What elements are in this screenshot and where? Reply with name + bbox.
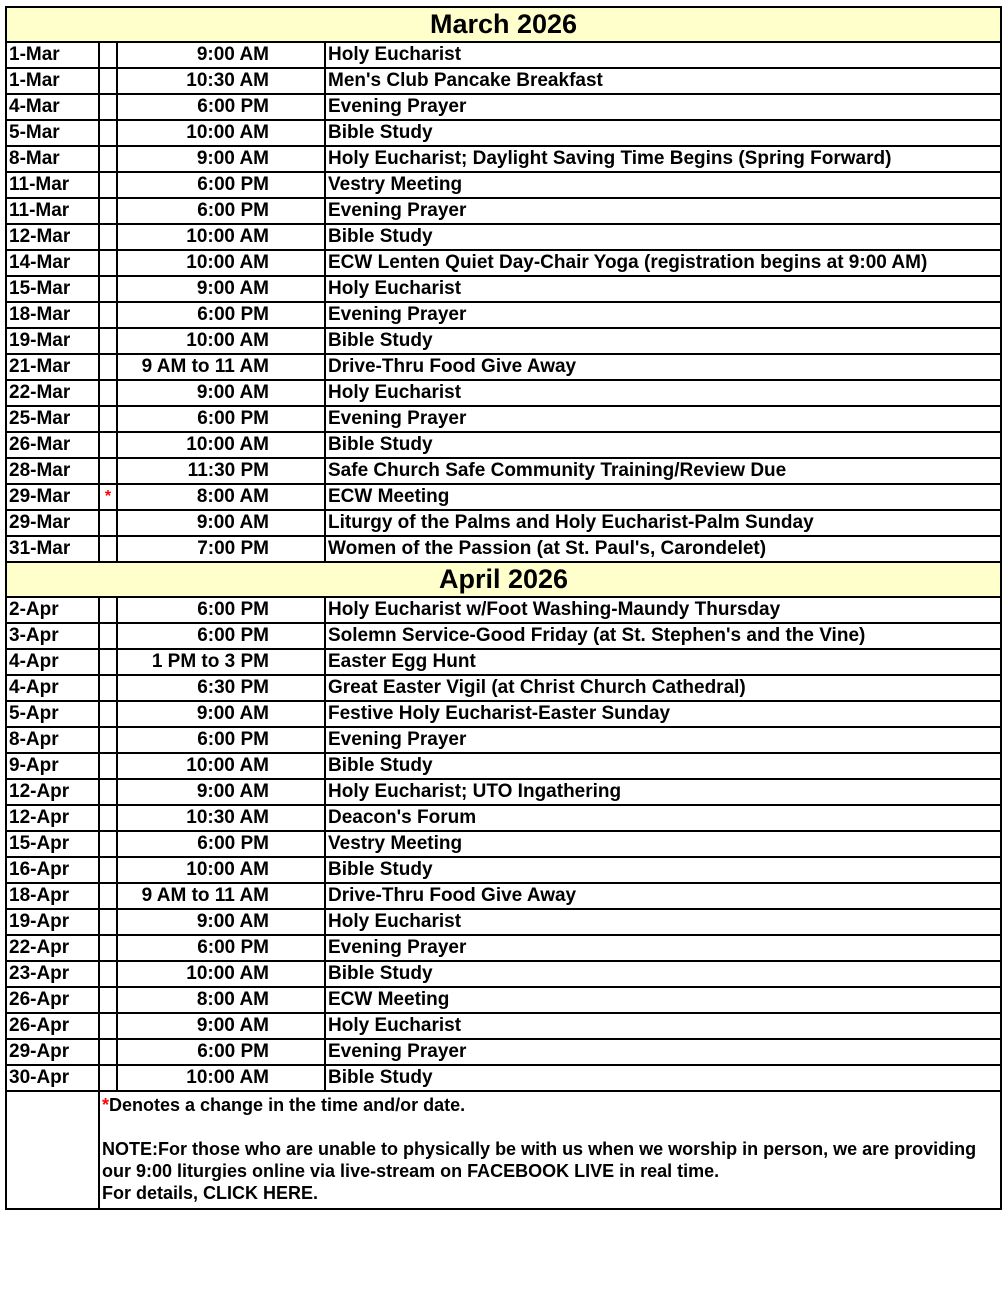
event-title: Evening Prayer — [325, 935, 1001, 961]
change-flag — [99, 805, 117, 831]
event-row — [6, 909, 1001, 935]
change-flag — [99, 675, 117, 701]
change-flag — [99, 510, 117, 536]
event-time: 9:00 AM — [117, 380, 325, 406]
event-row — [6, 406, 1001, 432]
change-flag — [99, 380, 117, 406]
calendar-table — [5, 6, 1002, 1210]
event-date: 4-Apr — [6, 649, 99, 675]
change-flag — [99, 94, 117, 120]
event-date: 26-Apr — [6, 987, 99, 1013]
event-title: Holy Eucharist — [325, 380, 1001, 406]
event-title: Bible Study — [325, 961, 1001, 987]
change-flag — [99, 536, 117, 562]
event-title: Vestry Meeting — [325, 172, 1001, 198]
change-flag — [99, 623, 117, 649]
change-flag — [99, 68, 117, 94]
event-row — [6, 831, 1001, 857]
event-time: 9:00 AM — [117, 276, 325, 302]
event-title: Drive-Thru Food Give Away — [325, 883, 1001, 909]
event-time: 10:00 AM — [117, 1065, 325, 1091]
event-date: 8-Apr — [6, 727, 99, 753]
link-prefix: For details, — [102, 1183, 199, 1203]
event-row — [6, 94, 1001, 120]
event-row — [6, 805, 1001, 831]
event-time: 6:00 PM — [117, 302, 325, 328]
event-row — [6, 961, 1001, 987]
event-time: 6:00 PM — [117, 831, 325, 857]
event-time: 9:00 AM — [117, 701, 325, 727]
month-title: March 2026 — [6, 7, 1001, 42]
event-time: 10:30 AM — [117, 68, 325, 94]
change-flag — [99, 120, 117, 146]
event-title: Holy Eucharist w/Foot Washing-Maundy Thursday — [325, 597, 1001, 623]
event-time: 6:00 PM — [117, 198, 325, 224]
event-title: Holy Eucharist — [325, 42, 1001, 68]
event-time: 8:00 AM — [117, 484, 325, 510]
event-title: Bible Study — [325, 328, 1001, 354]
event-time: 11:30 PM — [117, 458, 325, 484]
event-time: 6:00 PM — [117, 94, 325, 120]
event-date: 11-Mar — [6, 198, 99, 224]
asterisk-mark: * — [102, 1095, 110, 1115]
event-title: ECW Meeting — [325, 987, 1001, 1013]
event-time: 10:00 AM — [117, 328, 325, 354]
event-time: 8:00 AM — [117, 987, 325, 1013]
event-date: 21-Mar — [6, 354, 99, 380]
event-date: 4-Apr — [6, 675, 99, 701]
event-row — [6, 328, 1001, 354]
event-date: 29-Apr — [6, 1039, 99, 1065]
event-time: 10:00 AM — [117, 857, 325, 883]
event-date: 8-Mar — [6, 146, 99, 172]
change-flag — [99, 172, 117, 198]
event-title: Liturgy of the Palms and Holy Eucharist-Palm Sunday — [325, 510, 1001, 536]
event-title: Bible Study — [325, 120, 1001, 146]
change-flag — [99, 935, 117, 961]
event-time: 9:00 AM — [117, 779, 325, 805]
event-row — [6, 779, 1001, 805]
change-flag — [99, 909, 117, 935]
event-time: 7:00 PM — [117, 536, 325, 562]
event-title: Safe Church Safe Community Training/Review Due — [325, 458, 1001, 484]
change-flag — [99, 857, 117, 883]
event-time: 9 AM to 11 AM — [117, 354, 325, 380]
event-row — [6, 458, 1001, 484]
event-date: 31-Mar — [6, 536, 99, 562]
event-date: 25-Mar — [6, 406, 99, 432]
event-date: 19-Mar — [6, 328, 99, 354]
event-date: 11-Mar — [6, 172, 99, 198]
event-time: 9:00 AM — [117, 510, 325, 536]
event-title: Bible Study — [325, 1065, 1001, 1091]
event-title: Solemn Service-Good Friday (at St. Stephen's and the Vine) — [325, 623, 1001, 649]
event-date: 5-Apr — [6, 701, 99, 727]
event-time: 6:00 PM — [117, 727, 325, 753]
event-date: 1-Mar — [6, 68, 99, 94]
calendar-body — [6, 7, 1001, 1091]
change-flag — [99, 1039, 117, 1065]
event-date: 14-Mar — [6, 250, 99, 276]
change-flag — [99, 406, 117, 432]
event-title: Deacon's Forum — [325, 805, 1001, 831]
event-title: Vestry Meeting — [325, 831, 1001, 857]
event-row — [6, 1039, 1001, 1065]
event-title: Evening Prayer — [325, 1039, 1001, 1065]
event-time: 9:00 AM — [117, 1013, 325, 1039]
event-time: 6:00 PM — [117, 406, 325, 432]
event-row — [6, 354, 1001, 380]
change-flag — [99, 727, 117, 753]
event-row — [6, 597, 1001, 623]
event-date: 22-Mar — [6, 380, 99, 406]
event-time: 9:00 AM — [117, 42, 325, 68]
event-row — [6, 198, 1001, 224]
event-row — [6, 68, 1001, 94]
change-flag — [99, 649, 117, 675]
event-date: 15-Apr — [6, 831, 99, 857]
event-date: 3-Apr — [6, 623, 99, 649]
event-title: Women of the Passion (at St. Paul's, Carondelet) — [325, 536, 1001, 562]
event-row — [6, 701, 1001, 727]
event-row — [6, 250, 1001, 276]
event-date: 15-Mar — [6, 276, 99, 302]
event-time: 10:00 AM — [117, 961, 325, 987]
event-time: 6:00 PM — [117, 1039, 325, 1065]
event-time: 9 AM to 11 AM — [117, 883, 325, 909]
event-time: 9:00 AM — [117, 146, 325, 172]
change-flag — [99, 458, 117, 484]
event-date: 30-Apr — [6, 1065, 99, 1091]
event-title: Bible Study — [325, 857, 1001, 883]
change-flag — [99, 831, 117, 857]
legend-text: Denotes a change in the time and/or date. — [109, 1095, 466, 1115]
month-title: April 2026 — [6, 562, 1001, 597]
change-flag — [99, 276, 117, 302]
event-row — [6, 276, 1001, 302]
event-date: 26-Mar — [6, 432, 99, 458]
event-time: 6:00 PM — [117, 935, 325, 961]
event-row — [6, 302, 1001, 328]
change-flag — [99, 597, 117, 623]
event-row — [6, 1065, 1001, 1091]
event-row — [6, 649, 1001, 675]
change-flag — [99, 1013, 117, 1039]
change-flag — [99, 354, 117, 380]
event-time: 10:00 AM — [117, 753, 325, 779]
event-title: Evening Prayer — [325, 94, 1001, 120]
event-row — [6, 883, 1001, 909]
change-flag — [99, 42, 117, 68]
change-flag — [99, 250, 117, 276]
event-date: 19-Apr — [6, 909, 99, 935]
calendar-sheet — [5, 6, 1000, 1210]
event-date: 12-Apr — [6, 779, 99, 805]
event-date: 29-Mar — [6, 484, 99, 510]
event-title: Holy Eucharist; Daylight Saving Time Begins (Spring Forward) — [325, 146, 1001, 172]
footer-blank-cell — [6, 1091, 99, 1209]
event-row — [6, 120, 1001, 146]
event-date: 22-Apr — [6, 935, 99, 961]
event-time: 6:30 PM — [117, 675, 325, 701]
event-time: 6:00 PM — [117, 597, 325, 623]
event-date: 26-Apr — [6, 1013, 99, 1039]
change-flag — [99, 1065, 117, 1091]
event-title: Drive-Thru Food Give Away — [325, 354, 1001, 380]
change-flag — [99, 961, 117, 987]
event-row — [6, 857, 1001, 883]
event-date: 28-Mar — [6, 458, 99, 484]
event-date: 16-Apr — [6, 857, 99, 883]
event-row — [6, 380, 1001, 406]
event-date: 4-Mar — [6, 94, 99, 120]
event-row — [6, 484, 1001, 510]
change-flag — [99, 328, 117, 354]
event-row — [6, 510, 1001, 536]
event-row — [6, 675, 1001, 701]
change-flag — [99, 302, 117, 328]
event-date: 29-Mar — [6, 510, 99, 536]
event-time: 10:00 AM — [117, 224, 325, 250]
change-flag — [99, 198, 117, 224]
event-time: 6:00 PM — [117, 172, 325, 198]
event-title: Bible Study — [325, 224, 1001, 250]
note-text: NOTE:For those who are unable to physically be with us when we worship in person, we are providing our 9:00 liturgies online via live-stream on FACEBOOK LIVE in real time. — [102, 1139, 977, 1181]
event-date: 5-Mar — [6, 120, 99, 146]
event-date: 12-Apr — [6, 805, 99, 831]
event-title: ECW Lenten Quiet Day-Chair Yoga (registration begins at 9:00 AM) — [325, 250, 1001, 276]
event-date: 18-Apr — [6, 883, 99, 909]
event-time: 10:00 AM — [117, 250, 325, 276]
event-title: Bible Study — [325, 753, 1001, 779]
event-title: Holy Eucharist — [325, 909, 1001, 935]
event-time: 10:00 AM — [117, 120, 325, 146]
event-title: Evening Prayer — [325, 406, 1001, 432]
month-header-row — [6, 562, 1001, 597]
event-time: 6:00 PM — [117, 623, 325, 649]
event-row — [6, 536, 1001, 562]
event-date: 1-Mar — [6, 42, 99, 68]
event-row — [6, 146, 1001, 172]
change-flag — [99, 701, 117, 727]
change-flag — [99, 753, 117, 779]
event-title: ECW Meeting — [325, 484, 1001, 510]
event-date: 18-Mar — [6, 302, 99, 328]
event-title: Great Easter Vigil (at Christ Church Cathedral) — [325, 675, 1001, 701]
event-title: Evening Prayer — [325, 198, 1001, 224]
event-row — [6, 1013, 1001, 1039]
calendar-footer — [6, 1091, 1001, 1209]
event-title: Festive Holy Eucharist-Easter Sunday — [325, 701, 1001, 727]
event-date: 12-Mar — [6, 224, 99, 250]
event-title: Easter Egg Hunt — [325, 649, 1001, 675]
change-flag: * — [99, 484, 117, 510]
event-time: 1 PM to 3 PM — [117, 649, 325, 675]
change-flag — [99, 779, 117, 805]
event-row — [6, 935, 1001, 961]
event-title: Holy Eucharist — [325, 1013, 1001, 1039]
change-legend — [102, 1094, 990, 1116]
event-title: Holy Eucharist — [325, 276, 1001, 302]
event-time: 10:30 AM — [117, 805, 325, 831]
event-row — [6, 727, 1001, 753]
event-row — [6, 432, 1001, 458]
change-flag — [99, 224, 117, 250]
event-row — [6, 753, 1001, 779]
footer-note-cell — [99, 1091, 1001, 1209]
livestream-note — [102, 1138, 990, 1204]
event-row — [6, 172, 1001, 198]
event-row — [6, 42, 1001, 68]
event-title: Bible Study — [325, 432, 1001, 458]
event-time: 9:00 AM — [117, 909, 325, 935]
event-row — [6, 224, 1001, 250]
event-title: Evening Prayer — [325, 727, 1001, 753]
event-title: Evening Prayer — [325, 302, 1001, 328]
change-flag — [99, 432, 117, 458]
footer-row — [6, 1091, 1001, 1209]
click-here-link[interactable]: CLICK HERE. — [203, 1183, 319, 1203]
event-title: Men's Club Pancake Breakfast — [325, 68, 1001, 94]
event-date: 23-Apr — [6, 961, 99, 987]
event-date: 2-Apr — [6, 597, 99, 623]
event-date: 9-Apr — [6, 753, 99, 779]
event-title: Holy Eucharist; UTO Ingathering — [325, 779, 1001, 805]
event-row — [6, 987, 1001, 1013]
change-flag — [99, 987, 117, 1013]
event-row — [6, 623, 1001, 649]
change-flag — [99, 883, 117, 909]
event-time: 10:00 AM — [117, 432, 325, 458]
month-header-row — [6, 7, 1001, 42]
change-flag — [99, 146, 117, 172]
